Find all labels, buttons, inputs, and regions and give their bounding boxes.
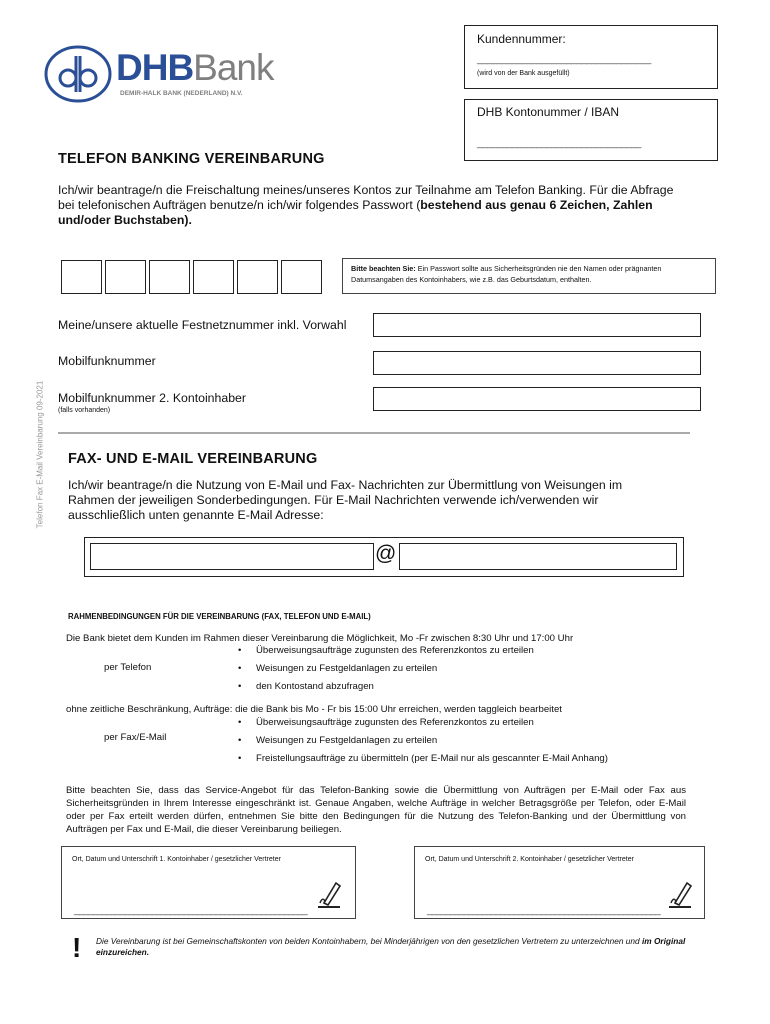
bullet-icon: • xyxy=(238,645,242,656)
mobil2-input[interactable] xyxy=(373,387,701,411)
exclamation-icon: ! xyxy=(72,932,82,963)
side-form-code: Telefon Fax E-Mail Vereinbarung 09-2021 xyxy=(35,380,45,529)
section-divider xyxy=(58,432,690,434)
telefon-paragraph-bold: bestehend aus genau 6 Zeichen, Zahlen und/oder Buchstaben). xyxy=(58,198,653,227)
signature-2-caption: Ort, Datum und Unterschrift 2. Kontoinhaber / gesetzlicher Vertreter xyxy=(425,856,634,863)
per-fax-label: per Fax/E-Mail xyxy=(104,732,167,743)
signature-box-1[interactable] xyxy=(61,846,356,919)
konto-iban-label: DHB Kontonummer / IBAN xyxy=(477,105,620,119)
logo-bank-text: Bank xyxy=(193,47,274,88)
rahmen-title: RAHMENBEDINGUNGEN FÜR DIE VEREINBARUNG (FAX, TELEFON UND E-MAIL) xyxy=(68,612,371,621)
bullet-icon: • xyxy=(238,753,242,764)
email-input-group xyxy=(84,537,684,577)
telefon-title: TELEFON BANKING VEREINBARUNG xyxy=(58,151,325,167)
signature-1-line: ___________________________________________________ xyxy=(74,905,307,916)
footer-note xyxy=(96,936,706,958)
pen-sign-icon xyxy=(314,877,344,911)
password-note xyxy=(351,263,707,285)
password-note-bold: Bitte beachten Sie: xyxy=(351,264,416,273)
password-char-6[interactable] xyxy=(281,260,322,294)
password-char-5[interactable] xyxy=(237,260,278,294)
mobil2-label: Mobilfunknummer 2. Kontoinhaber xyxy=(58,391,246,405)
fax-paragraph: Ich/wir beantrage/n die Nutzung von E-Mail und Fax- Nachrichten zur Übermittlung von Weisungen im Rahmen der jeweiligen Sonderbedingungen. Für E-Mail Nachrichten verwende ich/verwenden wir ausschließlich unten genannte E-Mail Adresse: xyxy=(68,478,623,522)
logo-subtitle: DEMIR-HALK BANK (NEDERLAND) N.V. xyxy=(120,90,243,97)
konto-iban-line: _________________________________ xyxy=(477,138,641,149)
mobil-input[interactable] xyxy=(373,351,701,375)
password-note-box xyxy=(342,258,716,294)
password-char-4[interactable] xyxy=(193,260,234,294)
telefon-bullet-1: • Überweisungsaufträge zugunsten des Referenzkontos zu erteilen xyxy=(238,645,534,656)
fax-bullet-1: • Überweisungsaufträge zugunsten des Referenzkontos zu erteilen xyxy=(238,717,534,728)
konto-iban-box[interactable] xyxy=(464,99,718,161)
pen-sign-icon xyxy=(665,877,695,911)
rahmen-intro: Die Bank bietet dem Kunden im Rahmen dieser Vereinbarung die Möglichkeit, Mo -Fr zwischen 8:30 Uhr und 17:00 Uhr xyxy=(66,633,574,644)
password-char-2[interactable] xyxy=(105,260,146,294)
bullet-icon: • xyxy=(238,663,242,674)
fax-bullet-3: • Freistellungsaufträge zu übermitteln (per E-Mail nur als gescannter E-Mail Anhang) xyxy=(238,753,608,764)
email-domain-input[interactable] xyxy=(399,543,677,570)
rahmen-closing: Bitte beachten Sie, dass das Service-Angebot für das Telefon-Banking sowie die Übermittlung von Aufträgen per E-Mail oder Fax aus Sicherheitsgründen in Ihrem Interesse eingeschränkt ist. Genaue Angaben, welche Aufträge in welcher Betragsgröße per Telefon, oder E-Mail oder per Fax erteilt werden dürfen, entnehmen Sie bitte den Bedingungen für die Nutzung des Telefon-Banking und der Übermittlung von Aufträgen per Fax und E-Mail, die dieser Vereinbarung beiliegen. xyxy=(66,785,686,835)
mobil2-note: (falls vorhanden) xyxy=(58,407,111,414)
kundennummer-box[interactable] xyxy=(464,25,718,89)
rahmen-intro-2: ohne zeitliche Beschränkung, Aufträge: die die Bank bis Mo - Fr bis 15:00 Uhr erreichen, werden taggleich bearbeitet xyxy=(66,704,562,715)
signature-1-caption: Ort, Datum und Unterschrift 1. Kontoinhaber / gesetzlicher Vertreter xyxy=(72,856,281,863)
fax-bullet-2: • Weisungen zu Festgeldanlagen zu erteilen xyxy=(238,735,438,746)
bullet-icon: • xyxy=(238,735,242,746)
password-char-1[interactable] xyxy=(61,260,102,294)
logo-dhb-text: DHB xyxy=(116,47,194,88)
per-telefon-label: per Telefon xyxy=(104,662,152,673)
footer-note-text: Die Vereinbarung ist bei Gemeinschaftskonten von beiden Kontoinhabern, bei Minderjährigen von den gesetzlichen Vertretern zu unterzeichnen und xyxy=(96,936,642,946)
festnetz-label: Meine/unsere aktuelle Festnetznummer inkl. Vorwahl xyxy=(58,318,347,332)
signature-2-line: ___________________________________________________ xyxy=(427,905,660,916)
telefon-bullet-3: • den Kontostand abzufragen xyxy=(238,681,374,692)
mobil-label: Mobilfunknummer xyxy=(58,354,156,368)
telefon-paragraph xyxy=(58,183,678,228)
telefon-paragraph-text: Ich/wir beantrage/n die Freischaltung meines/unseres Kontos zur Teilnahme am Telefon Banking. Für die Abfrage bei telefonischen Aufträgen benutze/n ich/wir folgendes Passwort ( xyxy=(58,183,674,212)
festnetz-input[interactable] xyxy=(373,313,701,337)
kundennummer-line: ___________________________________ xyxy=(477,54,651,65)
kundennummer-label: Kundennummer: xyxy=(477,32,566,46)
signature-box-2[interactable] xyxy=(414,846,705,919)
at-sign: @ xyxy=(375,542,397,565)
kundennummer-note: (wird von der Bank ausgefüllt) xyxy=(477,70,570,77)
telefon-bullet-2: • Weisungen zu Festgeldanlagen zu erteilen xyxy=(238,663,438,674)
fax-title: FAX- UND E-MAIL VEREINBARUNG xyxy=(68,451,318,467)
footer-note-bold: im Original einzureichen. xyxy=(96,936,686,957)
email-local-input[interactable] xyxy=(90,543,374,570)
bullet-icon: • xyxy=(238,717,242,728)
dhb-logo xyxy=(44,44,274,106)
dhb-emblem-icon xyxy=(44,44,112,104)
bullet-icon: • xyxy=(238,681,242,692)
password-char-3[interactable] xyxy=(149,260,190,294)
password-note-text: Ein Passwort sollte aus Sicherheitsgründen nie den Namen oder prägnanten Datumsangaben des Kontoinhabers, wie z.B. das Geburtsdatum, enthalten. xyxy=(351,264,662,284)
